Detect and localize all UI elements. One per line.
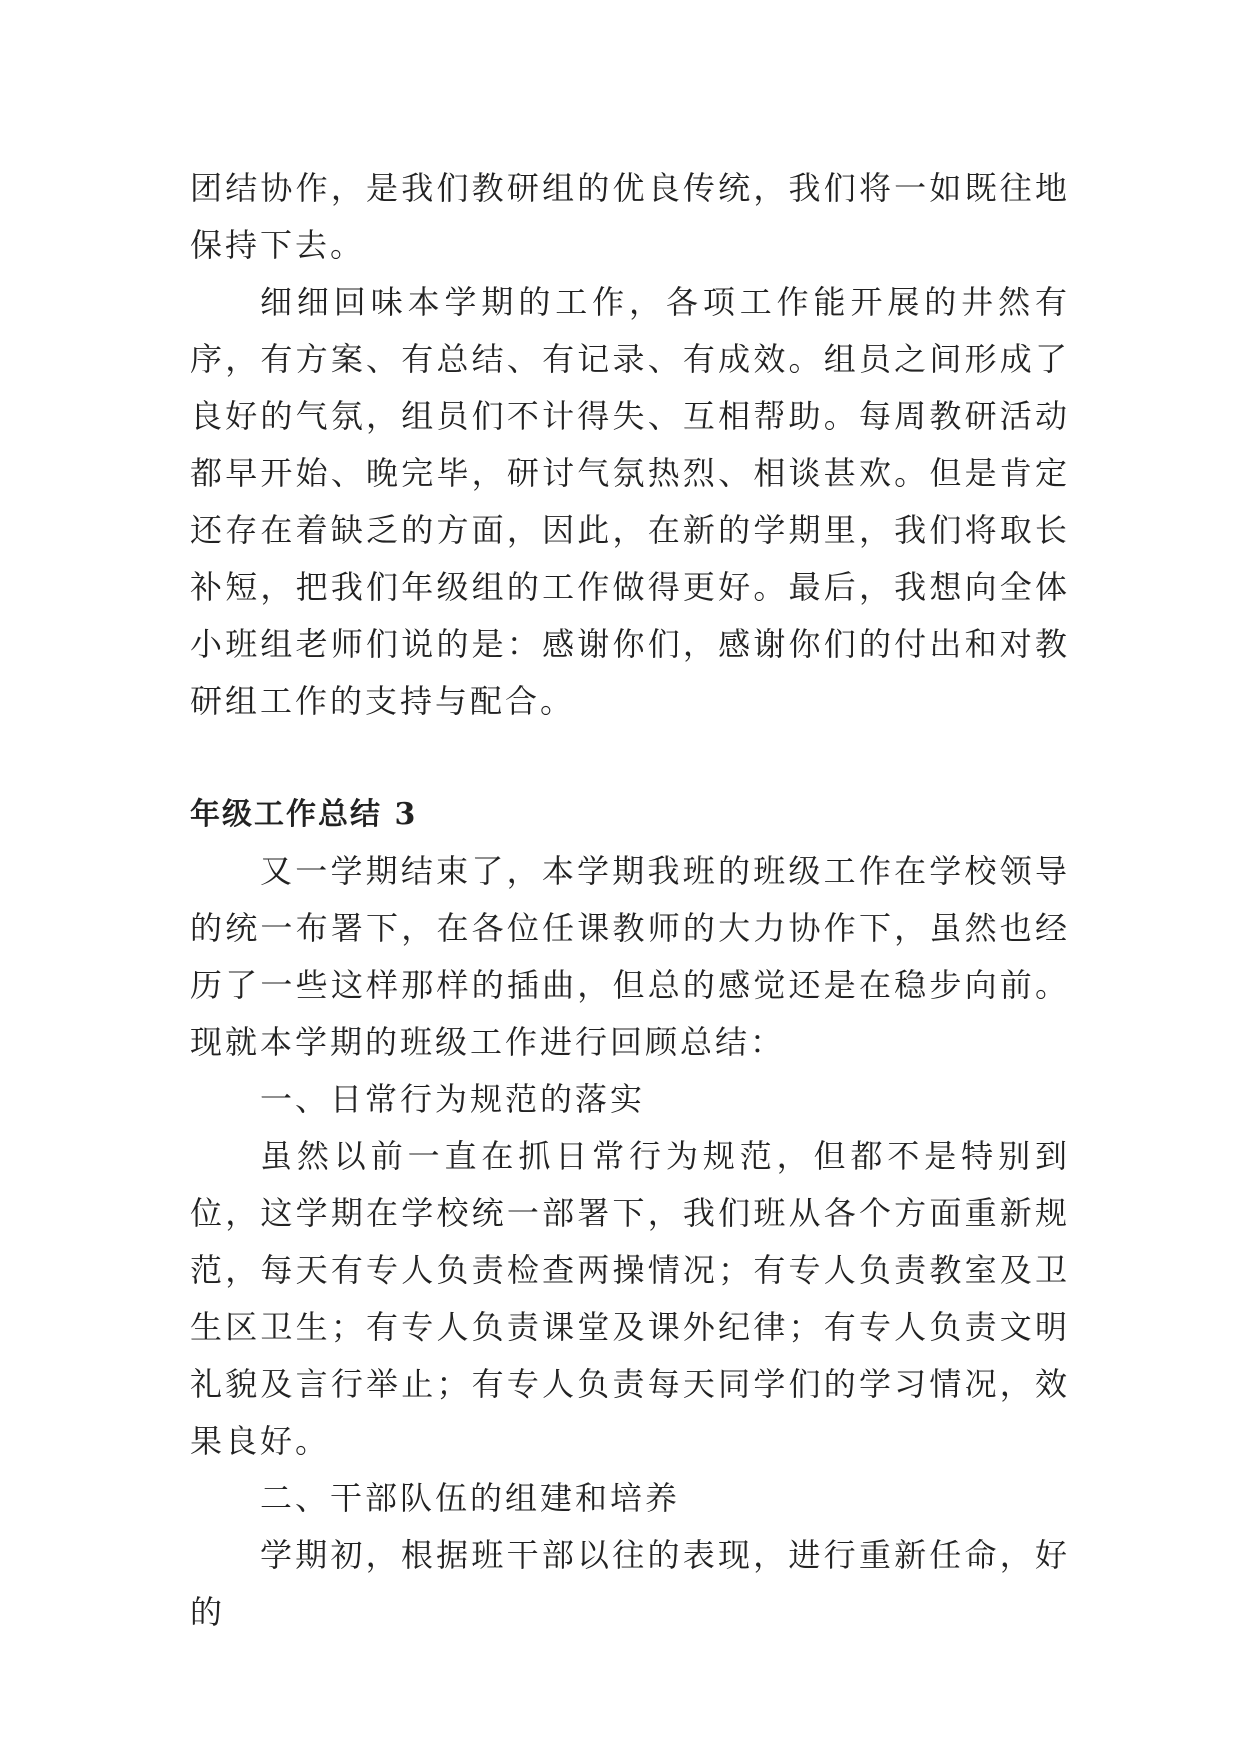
heading-cadre-team: 二、干部队伍的组建和培养 <box>260 1479 681 1517</box>
paragraph-reflection: 细细回味本学期的工作，各项工作能开展的井然有序，有方案、有总结、有记录、有成效。组员之间形成了良好的气氛，组员们不计得失、互相帮助。每周教研活动都早开始、晚完毕，研讨气氛热烈、相谈甚欢。但是肯定还存在着缺乏的方面，因此，在新的学期里，我们将取长补短，把我们年级组的工作做得更好。最后，我想向全体小班组老师们说的是：感谢你们，感谢你们的付出和对教研组工作的支持与配合。 <box>190 283 1070 720</box>
paragraph-daily-behavior: 虽然以前一直在抓日常行为规范，但都不是特别到位，这学期在学校统一部署下，我们班从各个方面重新规范，每天有专人负责检查两操情况；有专人负责教室及卫生区卫生；有专人负责课堂及课外纪律；有专人负责文明礼貌及言行举止；有专人负责每天同学们的学习情况，效果良好。 <box>190 1137 1070 1460</box>
paragraph-cadre-team: 学期初，根据班干部以往的表现，进行重新任命，好的 <box>190 1536 1070 1631</box>
paragraph-continuation: 团结协作，是我们教研组的优良传统，我们将一如既往地保持下去。 <box>190 169 1070 264</box>
section-title: 年级工作总结 3 <box>190 797 418 832</box>
heading-daily-behavior: 一、日常行为规范的落实 <box>260 1080 646 1118</box>
paragraph-intro: 又一学期结束了，本学期我班的班级工作在学校领导的统一布署下，在各位任课教师的大力协作下，虽然也经历了一些这样那样的插曲，但总的感觉还是在稳步向前。现就本学期的班级工作进行回顾总结： <box>190 852 1070 1061</box>
document-body <box>190 160 1070 1641</box>
